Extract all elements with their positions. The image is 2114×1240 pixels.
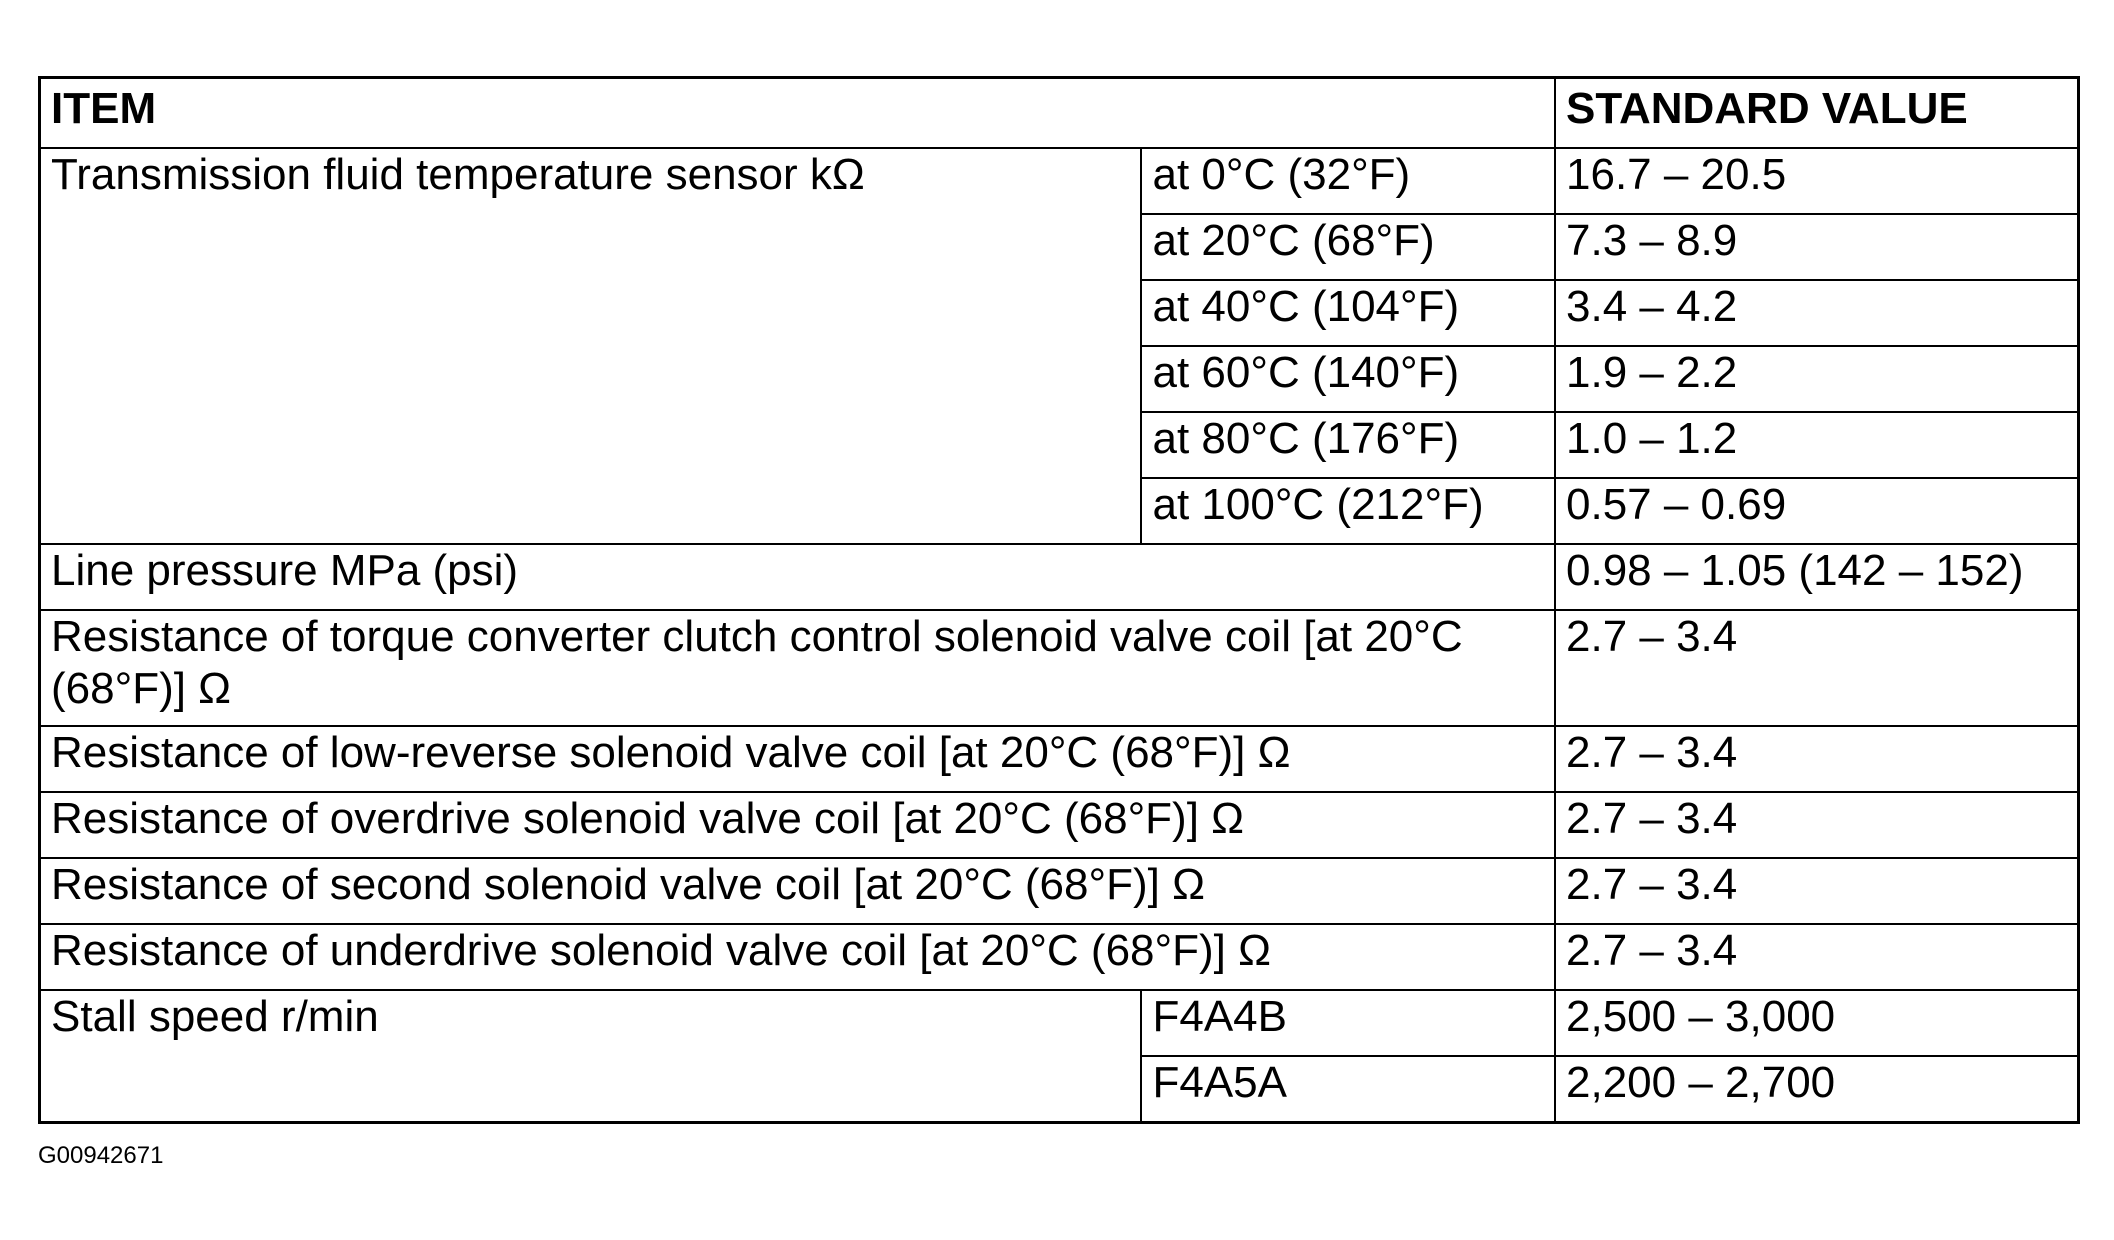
overdrive-solenoid-label: Resistance of overdrive solenoid valve coil [at 20°C (68°F)] Ω bbox=[40, 792, 1556, 858]
tfts-condition: at 20°C (68°F) bbox=[1141, 214, 1555, 280]
table-row bbox=[40, 610, 2079, 726]
tfts-value: 0.57 – 0.69 bbox=[1555, 478, 2079, 544]
tfts-label: Transmission fluid temperature sensor kΩ bbox=[40, 148, 1142, 544]
header-standard-value: STANDARD VALUE bbox=[1555, 78, 2079, 149]
tfts-value: 3.4 – 4.2 bbox=[1555, 280, 2079, 346]
line-pressure-value: 0.98 – 1.05 (142 – 152) bbox=[1555, 544, 2079, 610]
line-pressure-label: Line pressure MPa (psi) bbox=[40, 544, 1556, 610]
table-row bbox=[40, 990, 2079, 1056]
underdrive-solenoid-label: Resistance of underdrive solenoid valve coil [at 20°C (68°F)] Ω bbox=[40, 924, 1556, 990]
tfts-value: 16.7 – 20.5 bbox=[1555, 148, 2079, 214]
header-item: ITEM bbox=[40, 78, 1556, 149]
tcc-solenoid-value: 2.7 – 3.4 bbox=[1555, 610, 2079, 726]
stall-speed-value: 2,200 – 2,700 bbox=[1555, 1056, 2079, 1123]
table-row bbox=[40, 544, 2079, 610]
second-solenoid-value: 2.7 – 3.4 bbox=[1555, 858, 2079, 924]
underdrive-solenoid-value: 2.7 – 3.4 bbox=[1555, 924, 2079, 990]
tfts-condition: at 100°C (212°F) bbox=[1141, 478, 1555, 544]
stall-speed-model: F4A5A bbox=[1141, 1056, 1555, 1123]
figure-id: G00942671 bbox=[38, 1142, 164, 1169]
tfts-condition: at 60°C (140°F) bbox=[1141, 346, 1555, 412]
stall-speed-label: Stall speed r/min bbox=[40, 990, 1142, 1123]
tfts-condition: at 40°C (104°F) bbox=[1141, 280, 1555, 346]
tfts-value: 1.9 – 2.2 bbox=[1555, 346, 2079, 412]
tfts-condition: at 0°C (32°F) bbox=[1141, 148, 1555, 214]
table-row bbox=[40, 148, 2079, 214]
table-row bbox=[40, 858, 2079, 924]
tcc-solenoid-label: Resistance of torque converter clutch control solenoid valve coil [at 20°C (68°F)] Ω bbox=[40, 610, 1556, 726]
second-solenoid-label: Resistance of second solenoid valve coil [at 20°C (68°F)] Ω bbox=[40, 858, 1556, 924]
specifications-table bbox=[38, 76, 2080, 1124]
low-reverse-solenoid-label: Resistance of low-reverse solenoid valve coil [at 20°C (68°F)] Ω bbox=[40, 726, 1556, 792]
tfts-condition: at 80°C (176°F) bbox=[1141, 412, 1555, 478]
low-reverse-solenoid-value: 2.7 – 3.4 bbox=[1555, 726, 2079, 792]
stall-speed-value: 2,500 – 3,000 bbox=[1555, 990, 2079, 1056]
table-header-row bbox=[40, 78, 2079, 149]
stall-speed-model: F4A4B bbox=[1141, 990, 1555, 1056]
table-row bbox=[40, 726, 2079, 792]
table-row bbox=[40, 792, 2079, 858]
table-row bbox=[40, 924, 2079, 990]
tfts-value: 7.3 – 8.9 bbox=[1555, 214, 2079, 280]
overdrive-solenoid-value: 2.7 – 3.4 bbox=[1555, 792, 2079, 858]
tfts-value: 1.0 – 1.2 bbox=[1555, 412, 2079, 478]
